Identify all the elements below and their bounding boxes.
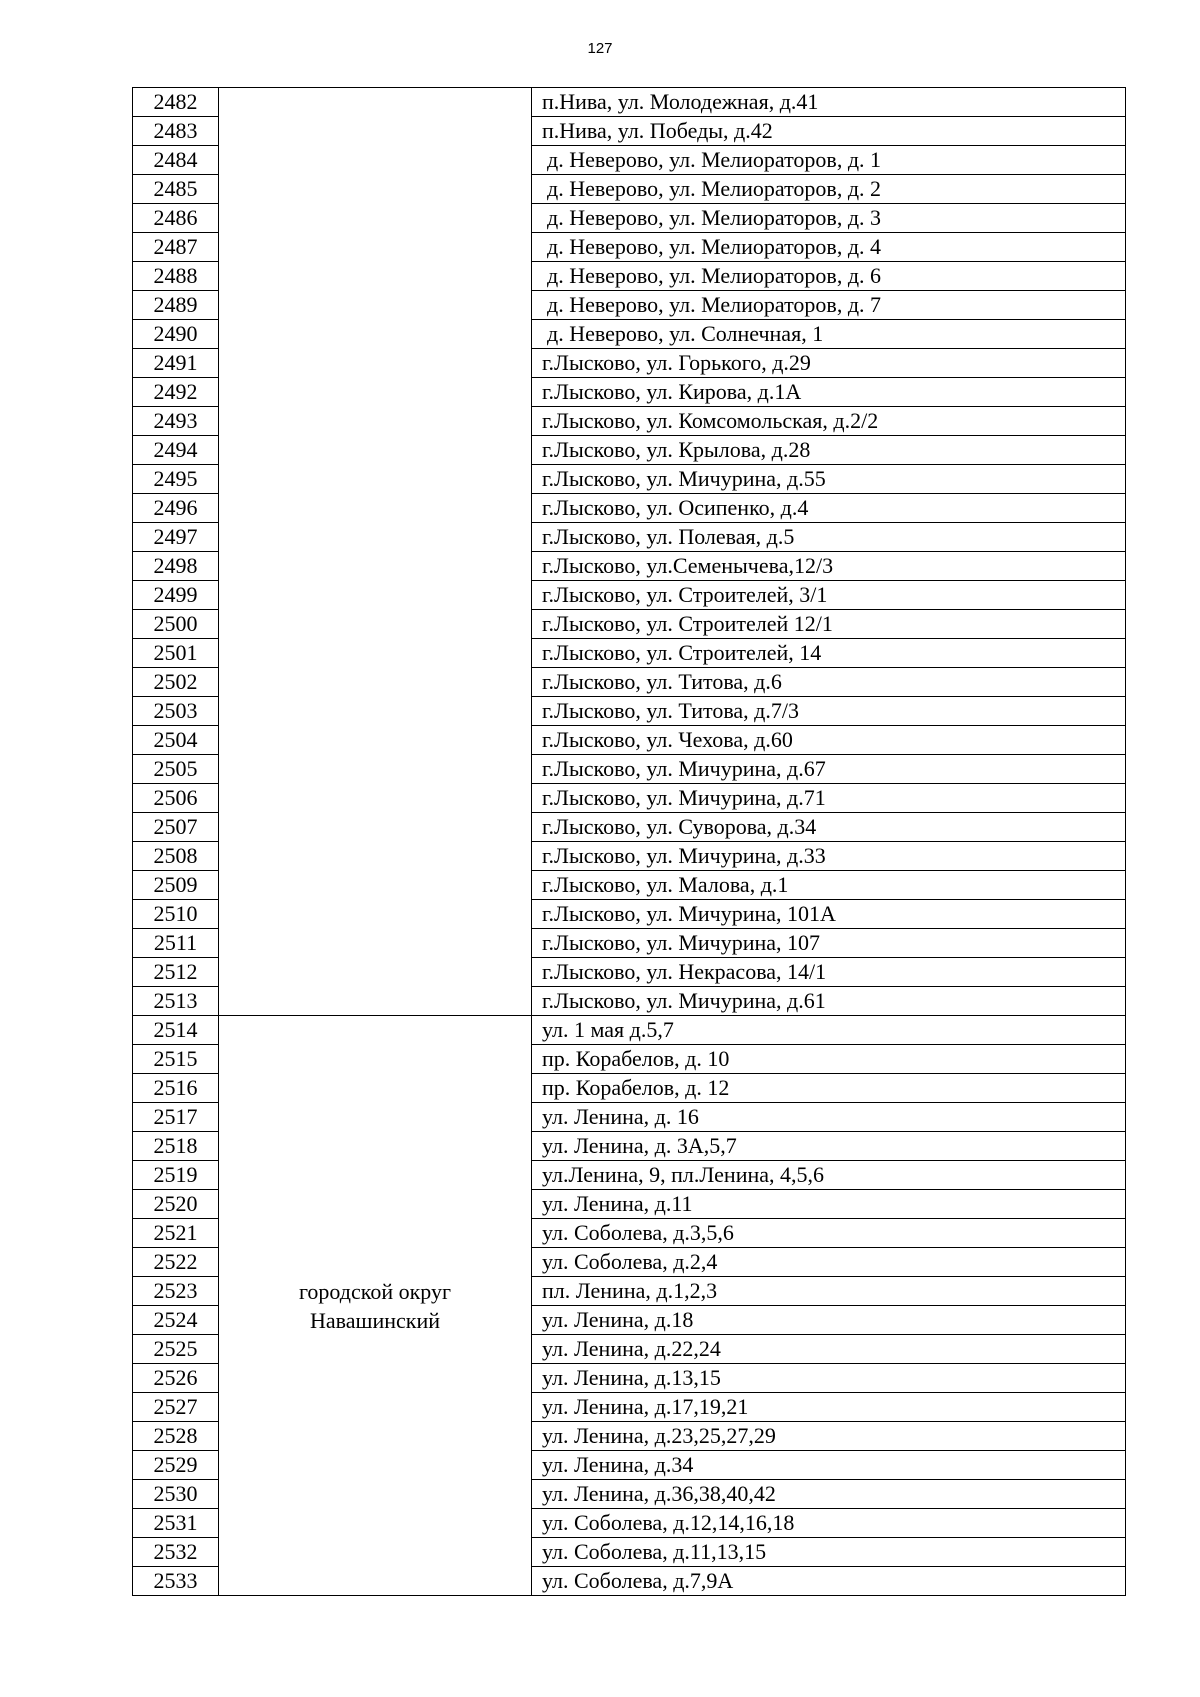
address-cell: ул.Ленина, 9, пл.Ленина, 4,5,6	[532, 1161, 1126, 1190]
address-cell: г.Лысково, ул. Мичурина, д.55	[532, 465, 1126, 494]
row-number-cell: 2514	[133, 1016, 219, 1045]
row-number-cell: 2483	[133, 117, 219, 146]
row-number-cell: 2505	[133, 755, 219, 784]
district-cell	[219, 88, 532, 1016]
district-cell	[219, 1016, 532, 1596]
address-cell: г.Лысково, ул. Малова, д.1	[532, 871, 1126, 900]
address-table-body	[133, 88, 1126, 1596]
address-cell: ул. 1 мая д.5,7	[532, 1016, 1126, 1045]
row-number-cell: 2495	[133, 465, 219, 494]
row-number-cell: 2510	[133, 900, 219, 929]
address-cell: ул. Ленина, д.17,19,21	[532, 1393, 1126, 1422]
district-name-line: Навашинский	[309, 1307, 440, 1333]
address-cell: г.Лысково, ул. Мичурина, 107	[532, 929, 1126, 958]
row-number-cell: 2517	[133, 1103, 219, 1132]
address-cell: г.Лысково, ул. Полевая, д.5	[532, 523, 1126, 552]
address-cell: д. Неверово, ул. Мелиораторов, д. 1	[532, 146, 1126, 175]
row-number-cell: 2497	[133, 523, 219, 552]
row-number-cell: 2525	[133, 1335, 219, 1364]
address-cell: п.Нива, ул. Молодежная, д.41	[532, 88, 1126, 117]
address-cell: г.Лысково, ул. Горького, д.29	[532, 349, 1126, 378]
address-cell: ул. Соболева, д.2,4	[532, 1248, 1126, 1277]
table-row	[133, 1016, 1126, 1045]
address-cell: г.Лысково, ул. Мичурина, д.61	[532, 987, 1126, 1016]
row-number-cell: 2499	[133, 581, 219, 610]
address-table	[132, 87, 1126, 1596]
row-number-cell: 2529	[133, 1451, 219, 1480]
address-cell: ул. Ленина, д.34	[532, 1451, 1126, 1480]
row-number-cell: 2518	[133, 1132, 219, 1161]
row-number-cell: 2531	[133, 1509, 219, 1538]
row-number-cell: 2487	[133, 233, 219, 262]
row-number-cell: 2496	[133, 494, 219, 523]
address-cell: пр. Корабелов, д. 12	[532, 1074, 1126, 1103]
row-number-cell: 2524	[133, 1306, 219, 1335]
address-cell: п.Нива, ул. Победы, д.42	[532, 117, 1126, 146]
address-cell: г.Лысково, ул. Титова, д.7/3	[532, 697, 1126, 726]
address-cell: г.Лысково, ул. Суворова, д.34	[532, 813, 1126, 842]
address-cell: ул. Ленина, д.23,25,27,29	[532, 1422, 1126, 1451]
row-number-cell: 2526	[133, 1364, 219, 1393]
address-cell: г.Лысково, ул. Крылова, д.28	[532, 436, 1126, 465]
address-cell: ул. Ленина, д. 3А,5,7	[532, 1132, 1126, 1161]
address-cell: г.Лысково, ул. Кирова, д.1А	[532, 378, 1126, 407]
row-number-cell: 2503	[133, 697, 219, 726]
row-number-cell: 2489	[133, 291, 219, 320]
address-cell: ул. Соболева, д.11,13,15	[532, 1538, 1126, 1567]
table-row	[133, 88, 1126, 117]
row-number-cell: 2523	[133, 1277, 219, 1306]
address-cell: д. Неверово, ул. Мелиораторов, д. 2	[532, 175, 1126, 204]
row-number-cell: 2527	[133, 1393, 219, 1422]
address-cell: д. Неверово, ул. Мелиораторов, д. 6	[532, 262, 1126, 291]
address-cell: г.Лысково, ул. Строителей 12/1	[532, 610, 1126, 639]
address-cell: ул. Соболева, д.7,9А	[532, 1567, 1126, 1596]
address-cell: д. Неверово, ул. Мелиораторов, д. 3	[532, 204, 1126, 233]
address-cell: ул. Ленина, д.18	[532, 1306, 1126, 1335]
address-cell: г.Лысково, ул. Чехова, д.60	[532, 726, 1126, 755]
address-cell: ул. Ленина, д. 16	[532, 1103, 1126, 1132]
address-cell: ул. Ленина, д.36,38,40,42	[532, 1480, 1126, 1509]
row-number-cell: 2511	[133, 929, 219, 958]
address-cell: д. Неверово, ул. Мелиораторов, д. 4	[532, 233, 1126, 262]
row-number-cell: 2512	[133, 958, 219, 987]
address-cell: г.Лысково, ул.Семенычева,12/3	[532, 552, 1126, 581]
address-cell: г.Лысково, ул. Строителей, 3/1	[532, 581, 1126, 610]
row-number-cell: 2491	[133, 349, 219, 378]
row-number-cell: 2498	[133, 552, 219, 581]
address-cell: д. Неверово, ул. Мелиораторов, д. 7	[532, 291, 1126, 320]
row-number-cell: 2533	[133, 1567, 219, 1596]
row-number-cell: 2501	[133, 639, 219, 668]
address-cell: ул. Соболева, д.12,14,16,18	[532, 1509, 1126, 1538]
row-number-cell: 2507	[133, 813, 219, 842]
row-number-cell: 2492	[133, 378, 219, 407]
row-number-cell: 2521	[133, 1219, 219, 1248]
row-number-cell: 2520	[133, 1190, 219, 1219]
address-cell: ул. Ленина, д.11	[532, 1190, 1126, 1219]
row-number-cell: 2506	[133, 784, 219, 813]
row-number-cell: 2502	[133, 668, 219, 697]
address-cell: г.Лысково, ул. Комсомольская, д.2/2	[532, 407, 1126, 436]
row-number-cell: 2522	[133, 1248, 219, 1277]
row-number-cell: 2486	[133, 204, 219, 233]
row-number-cell: 2493	[133, 407, 219, 436]
address-cell: ул. Ленина, д.13,15	[532, 1364, 1126, 1393]
address-cell: пл. Ленина, д.1,2,3	[532, 1277, 1126, 1306]
row-number-cell: 2532	[133, 1538, 219, 1567]
page-number: 127	[587, 40, 613, 57]
address-cell: ул. Ленина, д.22,24	[532, 1335, 1126, 1364]
address-cell: г.Лысково, ул. Мичурина, д.67	[532, 755, 1126, 784]
district-name-line: городской округ	[298, 1278, 452, 1304]
address-cell: г.Лысково, ул. Мичурина, 101А	[532, 900, 1126, 929]
address-cell: г.Лысково, ул. Мичурина, д.71	[532, 784, 1126, 813]
row-number-cell: 2513	[133, 987, 219, 1016]
row-number-cell: 2508	[133, 842, 219, 871]
row-number-cell: 2504	[133, 726, 219, 755]
address-table-container	[132, 87, 1126, 1596]
address-cell: г.Лысково, ул. Некрасова, 14/1	[532, 958, 1126, 987]
address-cell: пр. Корабелов, д. 10	[532, 1045, 1126, 1074]
address-cell: д. Неверово, ул. Солнечная, 1	[532, 320, 1126, 349]
address-cell: г.Лысково, ул. Строителей, 14	[532, 639, 1126, 668]
row-number-cell: 2484	[133, 146, 219, 175]
address-cell: г.Лысково, ул. Осипенко, д.4	[532, 494, 1126, 523]
row-number-cell: 2530	[133, 1480, 219, 1509]
address-cell: г.Лысково, ул. Титова, д.6	[532, 668, 1126, 697]
row-number-cell: 2509	[133, 871, 219, 900]
row-number-cell: 2516	[133, 1074, 219, 1103]
row-number-cell: 2515	[133, 1045, 219, 1074]
address-cell: ул. Соболева, д.3,5,6	[532, 1219, 1126, 1248]
row-number-cell: 2482	[133, 88, 219, 117]
row-number-cell: 2500	[133, 610, 219, 639]
row-number-cell: 2490	[133, 320, 219, 349]
row-number-cell: 2494	[133, 436, 219, 465]
row-number-cell: 2519	[133, 1161, 219, 1190]
row-number-cell: 2528	[133, 1422, 219, 1451]
row-number-cell: 2488	[133, 262, 219, 291]
address-cell: г.Лысково, ул. Мичурина, д.33	[532, 842, 1126, 871]
row-number-cell: 2485	[133, 175, 219, 204]
